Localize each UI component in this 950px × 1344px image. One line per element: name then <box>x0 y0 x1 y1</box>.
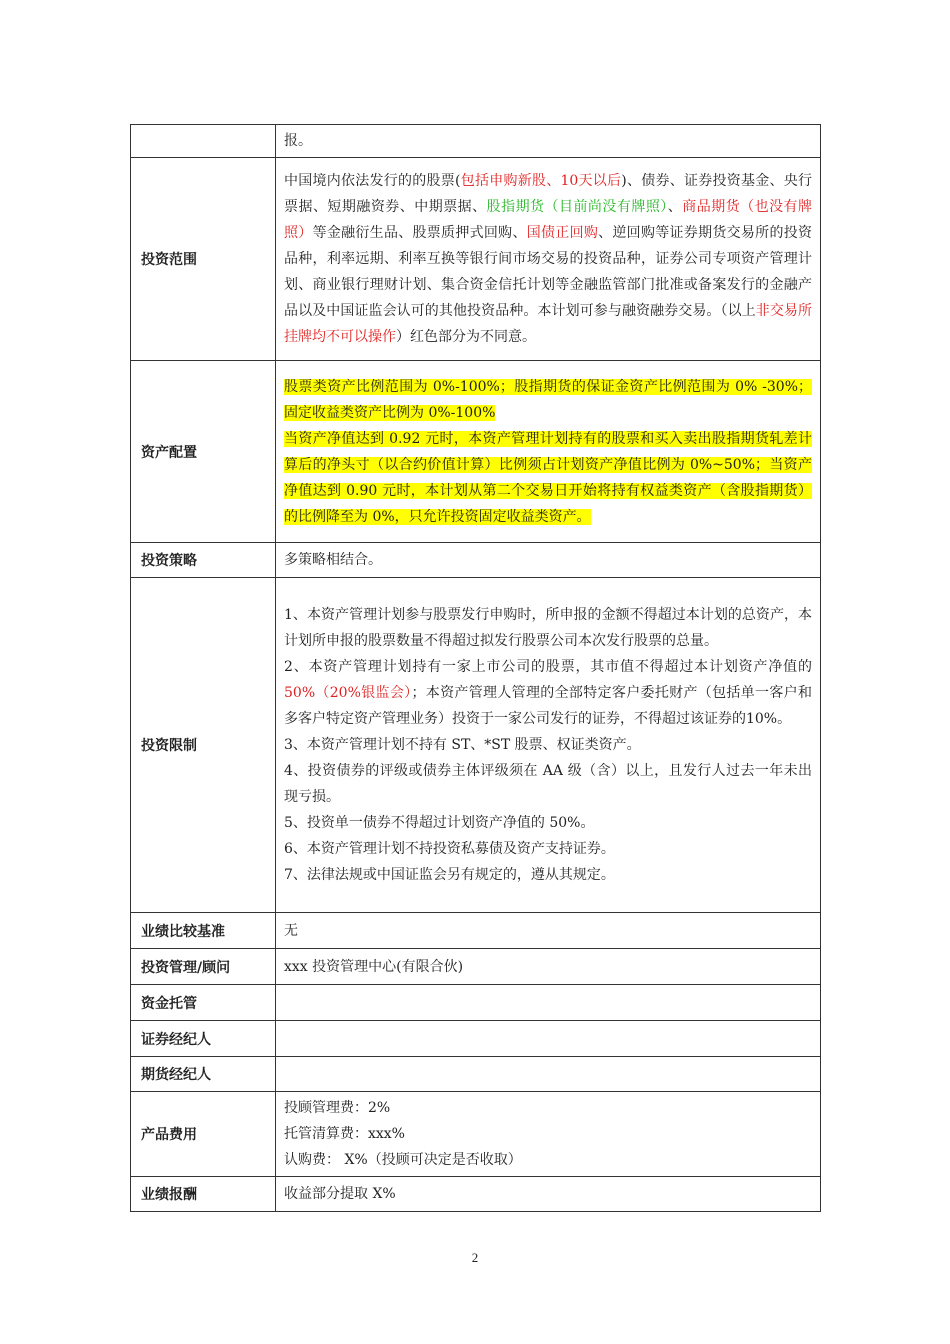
row-label <box>131 125 276 158</box>
allocation-highlight-text: 股票类资产比例范围为 0%-100%；股指期货的保证金资产比例范围为 0% -30%； 固定收益类资产比例为 0%-100% <box>284 378 812 421</box>
row-label: 资产配置 <box>131 361 276 543</box>
product-spec-table <box>130 124 821 1212</box>
scope-red-text: 国债正回购 <box>526 225 599 241</box>
row-label: 资金托管 <box>131 985 276 1021</box>
row-label: 期货经纪人 <box>131 1057 276 1092</box>
limit-item: 5、投资单一债券不得超过计划资产净值的 50%。 <box>284 815 595 831</box>
limit-item: 7、法律法规或中国证监会另有规定的，遵从其规定。 <box>284 867 615 883</box>
row-value <box>276 1092 821 1177</box>
row-label: 业绩比较基准 <box>131 913 276 949</box>
row-value <box>276 1021 821 1057</box>
row-value <box>276 985 821 1021</box>
row-investment-limits <box>131 578 821 913</box>
row-custody <box>131 985 821 1021</box>
row-label: 投资限制 <box>131 578 276 913</box>
row-investment-scope <box>131 158 821 361</box>
row-value: 收益部分提取 X% <box>276 1177 821 1212</box>
row-continuation <box>131 125 821 158</box>
scope-red-text: 非交易所挂牌均不可以操作 <box>284 303 813 345</box>
scope-red-text: 商品期货（也没有牌照） <box>284 199 813 241</box>
limit-text: ；本资产管理人管理的全部特定客户委托财产（包括单一客户和多客户特定资产管理业务）投资于一家公司发行的证券，不得超过该证券的10%。 <box>284 685 813 727</box>
row-value: xxx 投资管理中心(有限合伙) <box>276 949 821 985</box>
limit-item: 4、投资债券的评级或债券主体评级须在 AA 级（含）以上，且发行人过去一年未出现亏损。 <box>284 763 812 805</box>
row-value <box>276 1057 821 1092</box>
limit-text: 2、本资产管理计划持有一家上市公司的股票，其市值不得超过本计划资产净值的 <box>284 659 812 675</box>
allocation-highlight-text: 当资产净值达到 0.92 元时，本资产管理计划持有的股票和买入卖出股指期货轧差计算后的净头寸（以合约价值计算）比例须占计划资产净值比例为 0%~50%；当资产净值达到 0.90 元时，本计划从第二个交易日开始将持有权益类资产（含股指期货）的比例降至为 0%，只允许投资固定收益类资产。 <box>284 430 812 525</box>
row-product-fees <box>131 1092 821 1177</box>
row-label: 证券经纪人 <box>131 1021 276 1057</box>
row-label: 业绩报酬 <box>131 1177 276 1212</box>
scope-text: 等金融衍生品、股票质押式回购、 <box>312 225 527 241</box>
row-label: 产品费用 <box>131 1092 276 1177</box>
scope-text: 、 <box>667 199 683 215</box>
fee-item: 投顾管理费：2% <box>284 1100 391 1116</box>
row-value: 无 <box>276 913 821 949</box>
page-number: 2 <box>471 1250 479 1265</box>
limit-red-text: 50%（20%银监会） <box>284 685 412 701</box>
limit-item: 3、本资产管理计划不持有 ST、*ST 股票、权证类资产。 <box>284 737 641 753</box>
scope-red-text: 包括申购新股、10天以后 <box>460 173 622 189</box>
row-securities-broker <box>131 1021 821 1057</box>
row-value <box>276 361 821 543</box>
row-value: 报。 <box>276 125 821 158</box>
fee-item: 认购费： X%（投顾可决定是否收取） <box>284 1152 522 1168</box>
scope-text: 中国境内依法发行的的股票( <box>284 173 461 189</box>
row-value <box>276 578 821 913</box>
row-investment-strategy <box>131 543 821 578</box>
row-asset-allocation <box>131 361 821 543</box>
row-label: 投资管理/顾问 <box>131 949 276 985</box>
row-label: 投资范围 <box>131 158 276 361</box>
scope-text: ）红色部分为不同意。 <box>396 329 536 345</box>
fee-item: 托管清算费：xxx% <box>284 1126 405 1142</box>
scope-text: )、债券、证券投资基金、央行票据、短期融资券、中期票据、 <box>284 173 812 215</box>
limit-item: 1、本资产管理计划参与股票发行申购时，所申报的金额不得超过本计划的总资产，本计划所申报的股票数量不得超过拟发行股票公司本次发行股票的总量。 <box>284 607 812 649</box>
row-benchmark <box>131 913 821 949</box>
row-value: 多策略相结合。 <box>276 543 821 578</box>
scope-green-text: 股指期货（目前尚没有牌照） <box>486 199 668 215</box>
row-performance-fee <box>131 1177 821 1212</box>
limit-item: 6、本资产管理计划不持投资私募债及资产支持证券。 <box>284 841 615 857</box>
scope-text: 、逆回购等证券期货交易所的投资品种，利率远期、利率互换等银行间市场交易的投资品种，证券公司专项资产管理计划、商业银行理财计划、集合资金信托计划等金融监管部门批准或备案发行的金融产品以及中国证监会认可的其他投资品种。本计划可参与融资融券交易。（以上 <box>284 225 813 319</box>
row-value <box>276 158 821 361</box>
row-futures-broker <box>131 1057 821 1092</box>
row-advisor <box>131 949 821 985</box>
limit-item <box>284 654 812 732</box>
row-label: 投资策略 <box>131 543 276 578</box>
